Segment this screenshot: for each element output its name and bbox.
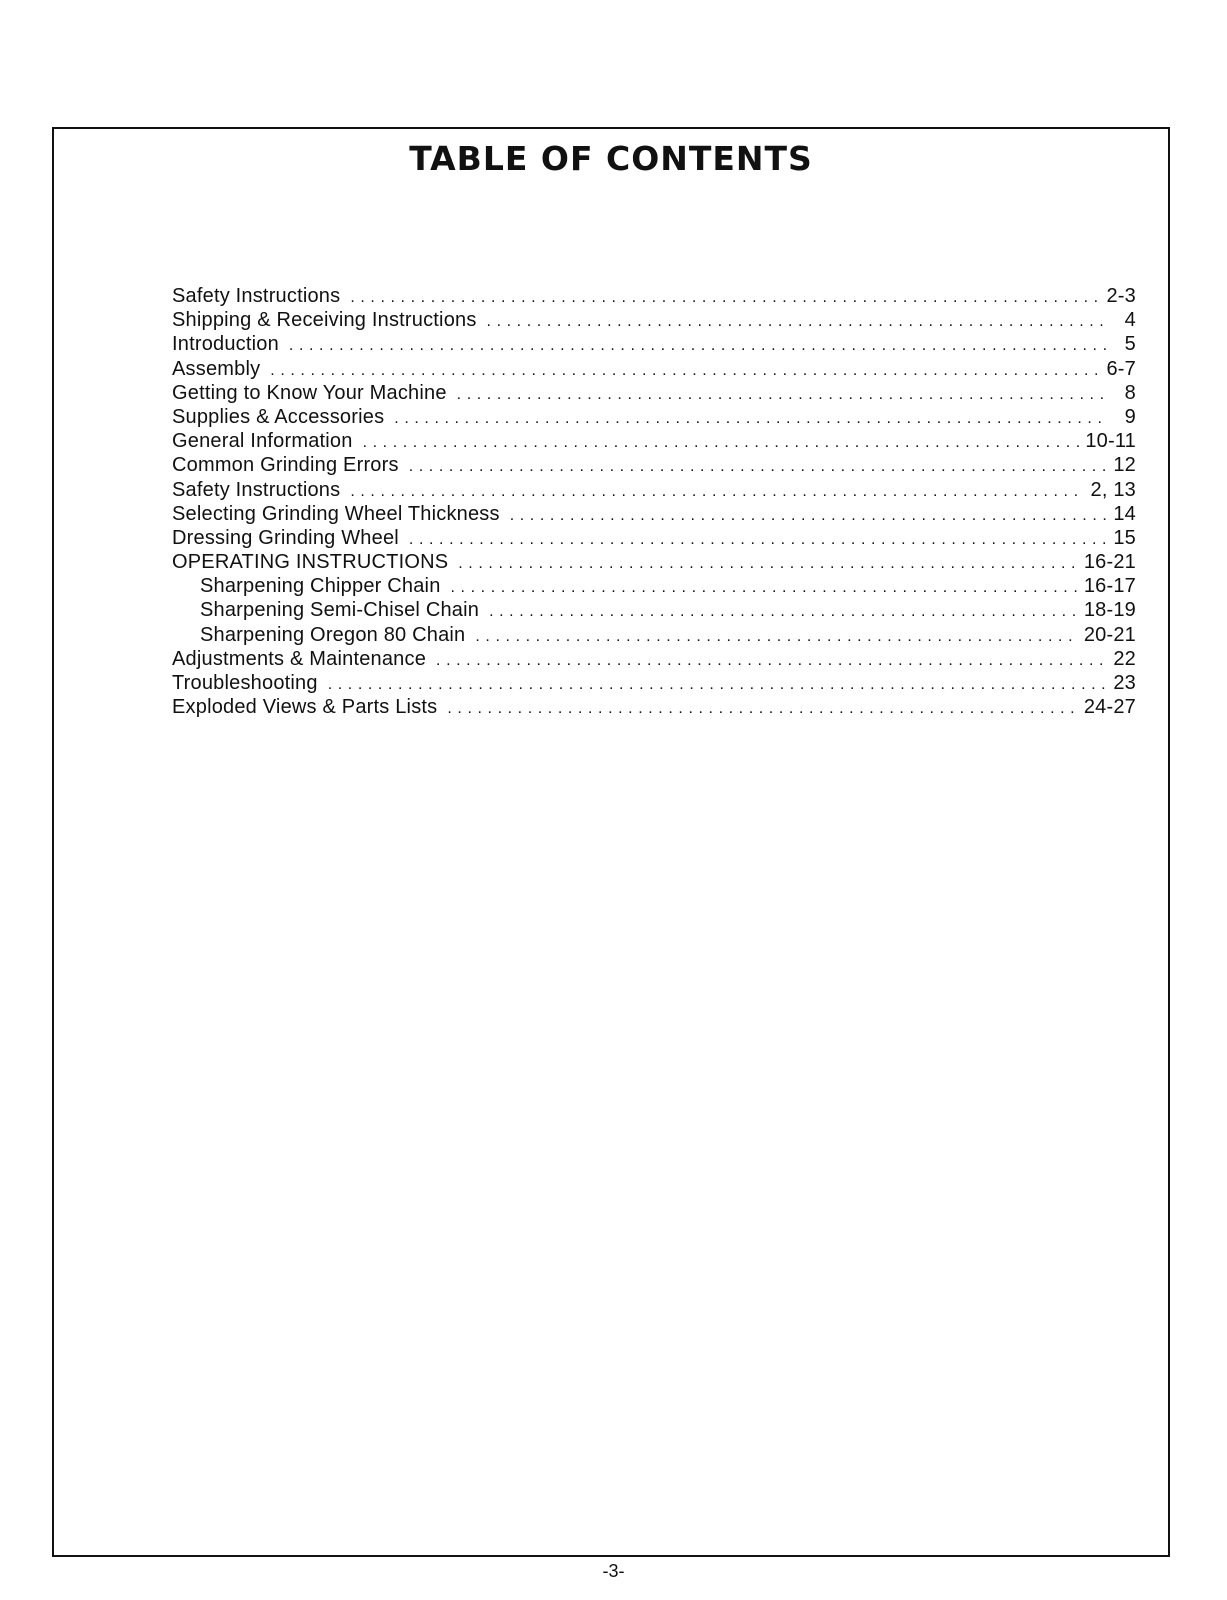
toc-entry-label: OPERATING INSTRUCTIONS [172,551,449,574]
page-number: -3- [602,1561,625,1581]
dot-leader [457,383,1106,407]
toc-entry [172,429,1136,453]
toc-subentry [172,623,1136,647]
toc-entry [172,405,1136,429]
toc-entry-page: 15 [1113,526,1136,549]
toc-entry [172,357,1136,381]
dot-leader [350,480,1084,504]
dot-leader [487,310,1106,334]
toc-subentry [172,574,1136,598]
dot-leader [447,697,1077,721]
toc-entry-page: 6-7 [1106,357,1136,380]
toc-entry-page: 16-17 [1083,575,1136,598]
toc-entry [172,332,1136,356]
dot-leader [270,359,1100,383]
toc-entry-page: 18-19 [1083,599,1136,622]
dot-leader [451,576,1078,600]
dot-leader [328,673,1106,697]
page-title: TABLE OF CONTENTS [409,139,813,178]
toc-entry-label: Selecting Grinding Wheel Thickness [172,502,500,525]
dot-leader [510,504,1106,528]
toc-entry-page: 14 [1113,502,1136,525]
toc-entry-label: Introduction [172,333,279,356]
toc-entry-page: 16-21 [1083,551,1136,574]
toc-entry-label: Troubleshooting [172,672,318,694]
toc-entry-label: General Information [172,430,353,453]
toc-entry [172,284,1136,308]
toc-entry [172,308,1136,332]
dot-leader [436,649,1106,673]
toc-entry [172,671,1136,695]
toc-entry [172,453,1136,477]
dot-leader [458,552,1078,576]
toc-entry-page: 8 [1124,381,1136,404]
toc-entry-page: 9 [1124,405,1136,428]
toc-entry-page: 20-21 [1083,623,1136,646]
toc-entry [172,478,1136,502]
toc-entry-label: Sharpening Chipper Chain [200,575,441,598]
dot-leader [409,528,1106,552]
toc-entry [172,502,1136,526]
toc-list [172,284,1136,719]
toc-entry-page: 5 [1124,333,1136,356]
toc-entry [172,526,1136,550]
toc-entry-page: 22 [1113,647,1136,670]
toc-entry-label: Safety Instructions [172,478,341,501]
toc-entry-page: 10-11 [1085,430,1136,453]
toc-entry-page: 24-27 [1083,696,1136,719]
toc-entry-label: Safety Instructions [172,285,341,307]
dot-leader [489,600,1078,624]
toc-entry [172,695,1136,719]
toc-entry-page: 2-3 [1106,285,1136,307]
toc-entry-page: 4 [1124,309,1136,332]
toc-entry-label: Getting to Know Your Machine [172,381,447,404]
toc-entry-label: Exploded Views & Parts Lists [172,696,438,719]
dot-leader [475,625,1077,649]
dot-leader [289,334,1106,358]
toc-entry-page: 23 [1113,672,1136,694]
toc-entry-page: 12 [1113,454,1136,477]
toc-entry-label: Common Grinding Errors [172,454,399,477]
dot-leader [394,407,1106,431]
page-border [52,127,1170,1557]
toc-entry-label: Sharpening Oregon 80 Chain [200,623,466,646]
toc-entry-label: Assembly [172,357,261,380]
toc-entry [172,647,1136,671]
dot-leader [350,286,1100,310]
toc-entry-page: 2, 13 [1090,478,1136,501]
toc-entry-label: Sharpening Semi-Chisel Chain [200,599,480,622]
toc-entry [172,550,1136,574]
toc-entry-label: Dressing Grinding Wheel [172,526,399,549]
dot-leader [409,455,1106,479]
toc-entry [172,381,1136,405]
dot-leader [363,431,1080,455]
toc-entry-label: Adjustments & Maintenance [172,647,427,670]
toc-subentry [172,598,1136,622]
toc-entry-label: Shipping & Receiving Instructions [172,309,477,332]
toc-entry-label: Supplies & Accessories [172,405,385,428]
